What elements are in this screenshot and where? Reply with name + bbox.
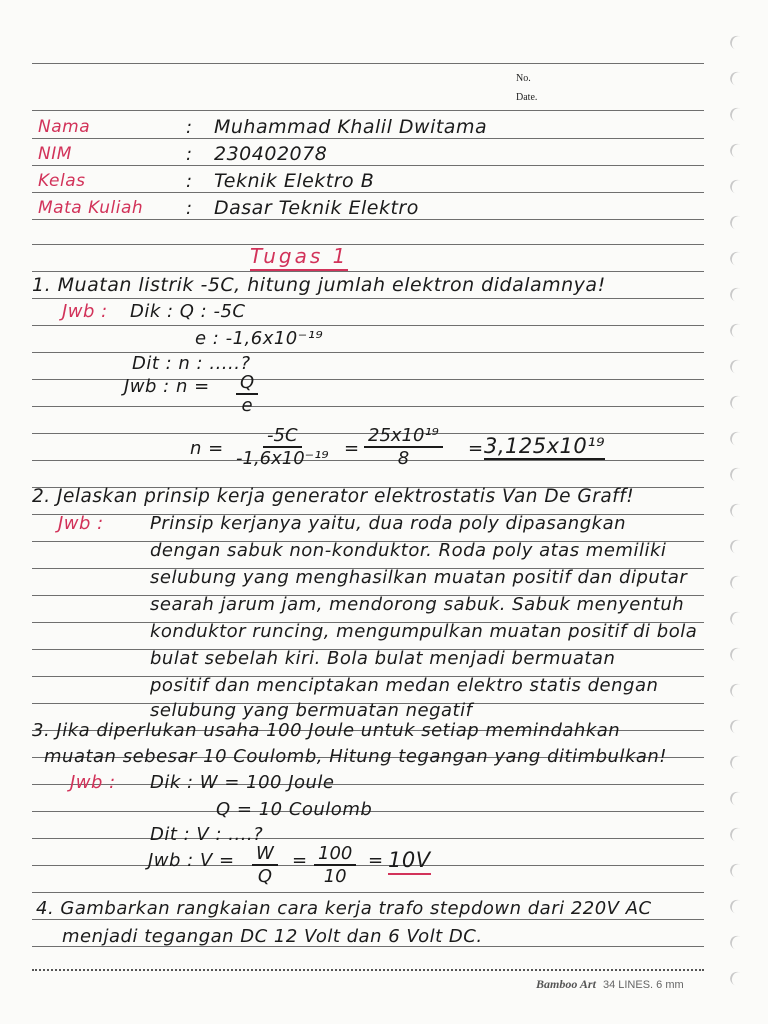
q1-question: 1. Muatan listrik -5C, hitung jumlah elektron didalamnya!: [32, 274, 606, 296]
binder-hole: [728, 898, 748, 917]
binder-hole: [728, 970, 748, 989]
fraction-denominator: 10: [323, 866, 347, 887]
class-colon: :: [186, 171, 193, 192]
fraction-denominator: Q: [257, 866, 272, 887]
binder-hole: [728, 610, 748, 629]
rule-line: [32, 892, 704, 893]
q1-asked: Dit : n : .....?: [132, 353, 251, 374]
q2-answer-line: selubung yang menghasilkan muatan positif dan diputar: [150, 567, 688, 588]
binder-hole: [728, 178, 748, 197]
q3-question-line: muatan sebesar 10 Coulomb, Hitung tegangan yang ditimbulkan!: [44, 746, 668, 767]
binder-hole: [728, 826, 748, 845]
class-value: Teknik Elektro B: [214, 170, 375, 192]
course-colon: :: [186, 198, 193, 219]
q3-fraction-substitution: [314, 843, 356, 887]
fraction-numerator: Q: [236, 372, 258, 395]
q1-jwb-label: Jwb :: [62, 301, 108, 322]
q3-charge: Q = 10 Coulomb: [216, 799, 373, 820]
fraction-denominator: -1,6x10⁻¹⁹: [236, 448, 329, 469]
binder-hole: [728, 34, 748, 53]
binder-hole: [728, 358, 748, 377]
rule-line: [32, 63, 704, 64]
q3-given: Dik : W = 100 Joule: [150, 772, 335, 793]
q2-answer-line: bulat sebelah kiri. Bola bulat menjadi bermuatan: [150, 648, 616, 669]
binder-hole: [728, 862, 748, 881]
rule-line: [32, 165, 704, 166]
q1-fraction-q-over-e: [236, 372, 258, 416]
q1-equals-2: =: [468, 438, 484, 459]
fraction-numerator: W: [252, 843, 278, 866]
binder-hole: [728, 394, 748, 413]
nim-colon: :: [186, 144, 193, 165]
binder-hole: [728, 574, 748, 593]
binder-hole: [728, 646, 748, 665]
q1-n-equals: n =: [190, 438, 224, 459]
binder-hole: [728, 142, 748, 161]
binder-hole: [728, 934, 748, 953]
binder-hole: [728, 682, 748, 701]
q2-answer-line: selubung yang bermuatan negatif: [150, 700, 473, 721]
q3-question-line: 3. Jika diperlukan usaha 100 Joule untuk setiap memindahkan: [32, 720, 621, 741]
q2-question: 2. Jelaskan prinsip kerja generator elektrostatis Van De Graff!: [32, 486, 635, 507]
q2-jwb-label: Jwb :: [58, 513, 104, 534]
q1-fraction-simplified: [364, 425, 443, 469]
name-value: Muhammad Khalil Dwitama: [214, 116, 488, 138]
rule-line: [32, 298, 704, 299]
notebook-footer: [536, 977, 684, 992]
binder-hole: [728, 214, 748, 233]
rule-line: [32, 219, 704, 220]
binder-hole: [728, 250, 748, 269]
fraction-numerator: -5C: [263, 425, 302, 448]
dotted-rule: [32, 969, 704, 971]
q1-fraction-substitution: [236, 425, 329, 469]
binder-hole: [728, 322, 748, 341]
q1-equals: =: [344, 438, 360, 459]
rule-line: [32, 784, 704, 785]
rule-line: [32, 138, 704, 139]
q3-fraction-w-over-q: [252, 843, 278, 887]
q3-equals: =: [292, 850, 308, 871]
q1-answer-start: Jwb : n =: [124, 376, 210, 397]
q3-asked: Dit : V : ....?: [150, 824, 264, 845]
binder-hole: [728, 466, 748, 485]
q3-answer-start: Jwb : V =: [148, 850, 235, 871]
q3-jwb-label: Jwb :: [70, 772, 116, 793]
q3-equals-2: =: [368, 850, 384, 871]
rule-line: [32, 838, 704, 839]
q4-question-line: menjadi tegangan DC 12 Volt dan 6 Volt DC.: [62, 926, 483, 947]
binder-hole: [728, 502, 748, 521]
q2-answer-line: searah jarum jam, mendorong sabuk. Sabuk menyentuh: [150, 594, 685, 615]
rule-line: [32, 244, 704, 245]
q4-question-line: 4. Gambarkan rangkaian cara kerja trafo stepdown dari 220V AC: [36, 898, 652, 919]
fraction-numerator: 100: [314, 843, 356, 866]
q3-final-answer: 10V: [388, 848, 431, 875]
q1-final-answer: 3,125x10¹⁹: [484, 434, 606, 458]
number-label: No.: [516, 73, 531, 84]
fraction-denominator: e: [241, 395, 253, 416]
course-value: Dasar Teknik Elektro: [214, 197, 419, 219]
rule-line: [32, 919, 704, 920]
nim-label: NIM: [38, 144, 72, 164]
fraction-numerator: 25x10¹⁹: [364, 425, 443, 448]
binder-hole: [728, 790, 748, 809]
fraction-denominator: 8: [397, 448, 410, 469]
date-label: Date.: [516, 92, 538, 103]
q2-answer-line: dengan sabuk non-konduktor. Roda poly atas memiliki: [150, 540, 667, 561]
q2-answer-line: positif dan menciptakan medan elektro statis dengan: [150, 675, 659, 696]
rule-line: [32, 325, 704, 326]
binder-hole: [728, 718, 748, 737]
nim-value: 230402078: [214, 143, 328, 165]
class-label: Kelas: [38, 171, 86, 191]
line-spec: 34 LINES. 6 mm: [602, 979, 684, 991]
brand-logo: Bamboo Art: [536, 977, 596, 991]
q2-answer-line: konduktor runcing, mengumpulkan muatan positif di bola: [150, 621, 698, 642]
q1-given: Dik : Q : -5C: [130, 301, 246, 322]
rule-line: [32, 406, 704, 407]
q2-answer-line: Prinsip kerjanya yaitu, dua roda poly dipasangkan: [150, 513, 627, 534]
binder-hole: [728, 286, 748, 305]
rule-line: [32, 271, 704, 272]
q1-e-value: e : -1,6x10⁻¹⁹: [195, 328, 324, 349]
name-label: Nama: [38, 117, 91, 137]
binder-hole: [728, 538, 748, 557]
binder-hole: [728, 70, 748, 89]
rule-line: [32, 192, 704, 193]
binder-hole: [728, 754, 748, 773]
name-colon: :: [186, 117, 193, 138]
rule-line: [32, 110, 704, 111]
binder-hole: [728, 430, 748, 449]
assignment-title: Tugas 1: [250, 244, 348, 271]
binder-hole: [728, 106, 748, 125]
course-label: Mata Kuliah: [38, 198, 144, 218]
